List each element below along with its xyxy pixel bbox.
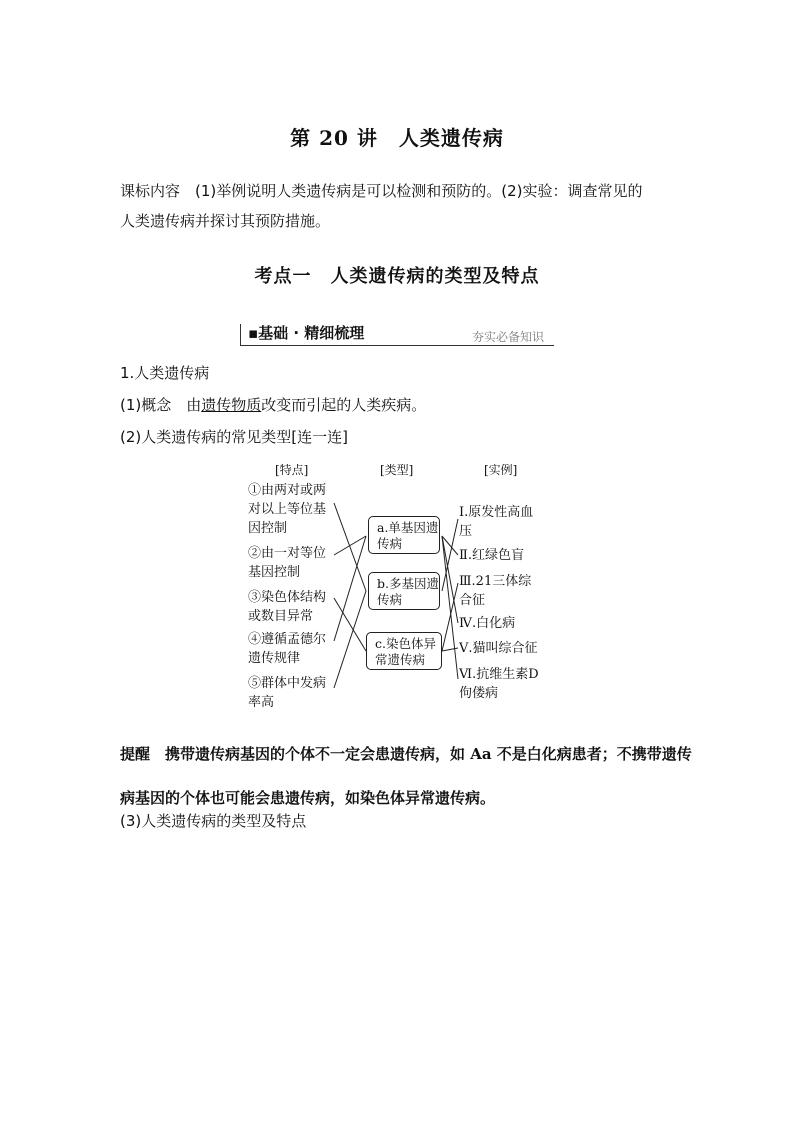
type-box-a: a.单基因遗传病 [368, 516, 440, 554]
example-item-1: Ⅰ.原发性高血压 [459, 505, 534, 539]
type-box-c: c.染色体异常遗传病 [366, 632, 442, 670]
example-item-5: Ⅴ.猫叫综合征 [459, 641, 538, 656]
banner-main-label: ▪基础 · 精细梳理 [248, 324, 365, 342]
feature-item-5: ⑤群体中发病率高 [248, 676, 327, 710]
types-heading: (2)人类遗传病的常见类型[连一连] [120, 428, 348, 446]
page-title: 第 20 讲 人类遗传病 [290, 126, 504, 150]
concept-prefix: (1)概念 由 [120, 396, 202, 414]
features-header: [特点] [275, 463, 309, 477]
example-item-2: Ⅱ.红绿色盲 [459, 548, 524, 563]
reminder-note: 提醒 携带遗传病基因的个体不一定会患遗传病，如 Aa 不是白化病患者；不携带遗传病基因的个体也可能会患遗传病，如染色体异常遗传病。 [120, 745, 692, 807]
feature-item-4: ④遵循孟德尔遗传规律 [248, 632, 327, 666]
concept-underlined-term: 遗传物质 [201, 396, 262, 414]
feature-item-2: ②由一对等位基因控制 [248, 546, 327, 580]
feature-item-1: ①由两对或两对以上等位基因控制 [248, 483, 327, 536]
concept-suffix: 改变而引起的人类疾病。 [261, 396, 427, 414]
curriculum-standard-line-2: 人类遗传病并探讨其预防措施。 [120, 212, 331, 230]
examples-header: [实例] [484, 463, 518, 477]
item-1-heading: 1.人类遗传病 [120, 364, 210, 382]
type-box-b: b.多基因遗传病 [368, 572, 440, 610]
item-3-heading: (3)人类遗传病的类型及特点 [120, 812, 307, 830]
example-item-3: Ⅲ.21三体综合征 [459, 574, 532, 608]
types-header: [类型] [380, 463, 414, 477]
banner-sub-label: 夯实必备知识 [471, 330, 544, 344]
curriculum-standard-line-1: 课标内容 (1)举例说明人类遗传病是可以检测和预防的。(2)实验：调查常见的 [120, 182, 643, 200]
feature-item-3: ③染色体结构或数目异常 [248, 590, 327, 624]
example-item-6: Ⅵ.抗维生素D佝偻病 [459, 667, 539, 701]
example-item-4: Ⅳ.白化病 [459, 616, 516, 631]
section-title: 考点一 人类遗传病的类型及特点 [254, 266, 540, 287]
